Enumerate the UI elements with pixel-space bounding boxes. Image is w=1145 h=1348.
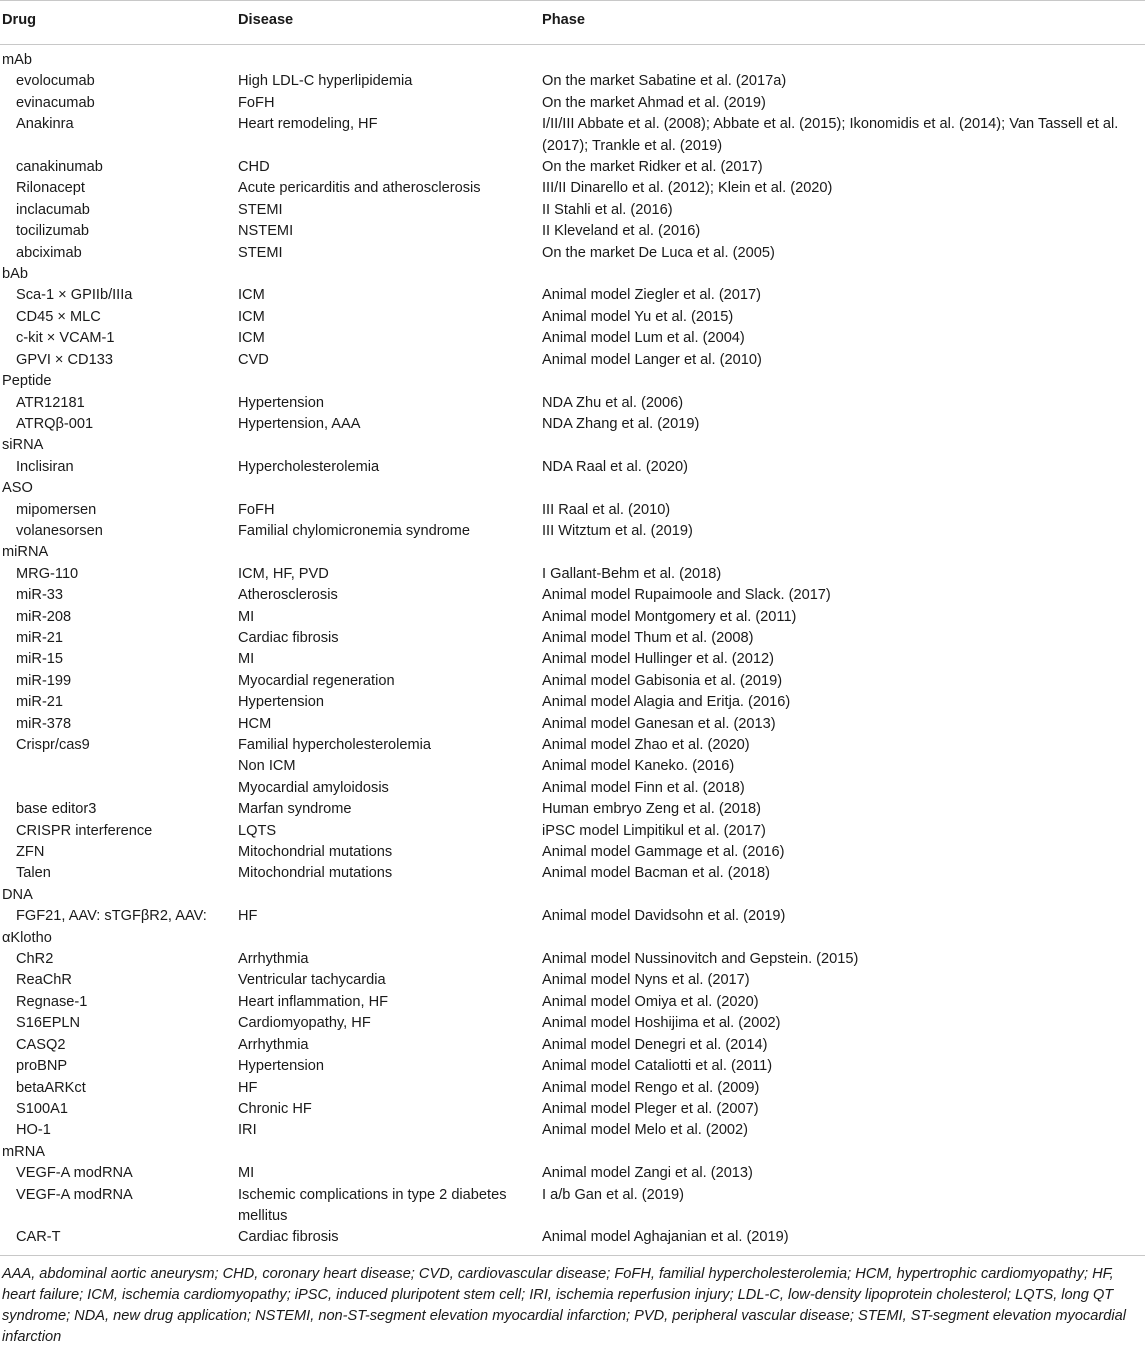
table-row: [0, 992, 1145, 1013]
table-row: [0, 756, 1145, 777]
disease-cell: Non ICM: [238, 758, 296, 775]
table-row: [0, 949, 1145, 970]
header-disease: Disease: [238, 1, 542, 45]
drug-cell: FGF21, AAV: sTGFβR2, AAV:: [16, 908, 207, 925]
drug-cell: volanesorsen: [16, 522, 103, 539]
phase-cell: On the market Ridker et al. (2017): [542, 159, 763, 176]
table-row: [0, 1035, 1145, 1056]
table-row: [0, 714, 1145, 735]
disease-cell: Acute pericarditis and atherosclerosis: [238, 180, 481, 197]
table-row: [0, 585, 1145, 606]
disease-cell: ICM: [238, 308, 265, 325]
table-row: [0, 393, 1145, 414]
table-row: [0, 863, 1145, 884]
phase-cell: Animal model Gammage et al. (2016): [542, 844, 785, 861]
disease-cell: ICM: [238, 330, 265, 347]
table-row: [0, 842, 1145, 863]
phase-cell: iPSC model Limpitikul et al. (2017): [542, 822, 766, 839]
disease-cell: Mitochondrial mutations: [238, 865, 393, 882]
phase-cell: I a/b Gan et al. (2019): [542, 1186, 684, 1203]
phase-cell: NDA Zhu et al. (2006): [542, 394, 684, 411]
phase-cell: Animal model Alagia and Eritja. (2016): [542, 694, 791, 711]
phase-cell: NDA Raal et al. (2020): [542, 458, 689, 475]
disease-cell: Atherosclerosis: [238, 587, 338, 604]
disease-cell: Familial chylomicronemia syndrome: [238, 522, 470, 539]
disease-cell: High LDL-C hyperlipidemia: [238, 73, 413, 90]
drug-cell: ReaChR: [16, 972, 72, 989]
table-row: [0, 178, 1145, 199]
drug-cell: GPVI × CD133: [16, 351, 113, 368]
disease-cell: HF: [238, 1079, 258, 1096]
drug-cell: S16EPLN: [16, 1015, 81, 1032]
group-row: [0, 928, 1145, 949]
phase-cell: Animal model Rupaimoole and Slack. (2017): [542, 587, 831, 604]
phase-cell: Animal model Gabisonia et al. (2019): [542, 672, 783, 689]
group-label: bAb: [2, 266, 28, 283]
drug-cell: miR-21: [16, 694, 64, 711]
drug-cell: VEGF-A modRNA: [16, 1165, 133, 1182]
phase-cell: Animal model Langer et al. (2010): [542, 351, 762, 368]
disease-cell: Hypertension: [238, 694, 324, 711]
disease-cell: Hypertension: [238, 1058, 324, 1075]
table-row: [0, 799, 1145, 820]
drug-cell: Anakinra: [16, 116, 74, 133]
drug-cell: ATRQβ-001: [16, 415, 94, 432]
phase-cell: Animal model Zhao et al. (2020): [542, 737, 750, 753]
disease-cell: LQTS: [238, 822, 277, 839]
drug-cell: canakinumab: [16, 159, 103, 176]
disease-cell: Myocardial amyloidosis: [238, 779, 389, 796]
table-row: [0, 414, 1145, 435]
phase-cell: Animal model Lum et al. (2004): [542, 330, 745, 347]
disease-cell: Hypercholesterolemia: [238, 458, 380, 475]
drug-cell: Regnase-1: [16, 993, 88, 1010]
disease-cell: FoFH: [238, 94, 275, 111]
table-row: [0, 200, 1145, 221]
phase-cell: Animal model Finn et al. (2018): [542, 779, 745, 796]
drug-cell: ZFN: [16, 844, 45, 861]
header-drug: Drug: [0, 1, 238, 45]
disease-cell: IRI: [238, 1122, 257, 1139]
drug-cell: evolocumab: [16, 73, 95, 90]
table-row: [0, 307, 1145, 328]
phase-cell: III/II Dinarello et al. (2012); Klein et al. (2020): [542, 180, 833, 197]
table-row: [0, 821, 1145, 842]
drug-cell: [0, 778, 238, 799]
group-row: [0, 264, 1145, 285]
disease-cell: Chronic HF: [238, 1100, 312, 1117]
drug-cell: CRISPR interference: [16, 822, 153, 839]
drug-cell: [0, 756, 238, 777]
phase-cell: Animal model Yu et al. (2015): [542, 308, 734, 325]
drug-cell: mipomersen: [16, 501, 97, 518]
table-row: [0, 500, 1145, 521]
table-row: [0, 1227, 1145, 1255]
table-row: [0, 71, 1145, 92]
phase-cell: Animal model Davidsohn et al. (2019): [542, 908, 786, 925]
phase-cell: Animal model Nyns et al. (2017): [542, 972, 750, 989]
phase-cell: Animal model Thum et al. (2008): [542, 629, 754, 646]
group-label: αKlotho: [2, 929, 52, 946]
phase-cell: Animal model Ziegler et al. (2017): [542, 287, 762, 304]
phase-cell: Animal model Aghajanian et al. (2019): [542, 1227, 1145, 1255]
drug-cell: tocilizumab: [16, 223, 89, 240]
group-label: ASO: [2, 480, 33, 497]
disease-cell: NSTEMI: [238, 223, 294, 240]
disease-cell: Familial hypercholesterolemia: [238, 737, 432, 753]
drug-cell: betaARKct: [16, 1079, 86, 1096]
table-row: [0, 1078, 1145, 1099]
disease-cell: Mitochondrial mutations: [238, 844, 393, 861]
group-label: mRNA: [2, 1143, 45, 1160]
drug-cell: S100A1: [16, 1100, 68, 1117]
phase-cell: III Raal et al. (2010): [542, 501, 671, 518]
phase-cell: Animal model Hullinger et al. (2012): [542, 651, 774, 668]
table-body: [0, 45, 1145, 1256]
table-row: [0, 1056, 1145, 1077]
group-row: [0, 885, 1145, 906]
disease-cell: MI: [238, 1165, 255, 1182]
table-row: [0, 1185, 1145, 1228]
drug-cell: proBNP: [16, 1058, 68, 1075]
table-row: [0, 243, 1145, 264]
group-row: [0, 478, 1145, 499]
disease-cell: Heart remodeling, HF: [238, 116, 378, 133]
disease-cell: Ischemic complications in type 2 diabetes mellitus: [238, 1186, 507, 1224]
group-row: [0, 45, 1145, 72]
disease-cell: ICM: [238, 287, 265, 304]
drug-cell: abciximab: [16, 244, 82, 261]
phase-cell: Animal model Pleger et al. (2007): [542, 1100, 759, 1117]
drug-cell: Sca-1 × GPIIb/IIIa: [16, 287, 133, 304]
table-row: [0, 457, 1145, 478]
phase-cell: Animal model Hoshijima et al. (2002): [542, 1015, 781, 1032]
disease-cell: CVD: [238, 351, 269, 368]
table-row: [0, 607, 1145, 628]
phase-cell: I Gallant-Behm et al. (2018): [542, 565, 722, 582]
group-row: [0, 435, 1145, 456]
header-phase: Phase: [542, 1, 1145, 45]
table-row: [0, 649, 1145, 670]
phase-cell: Animal model Denegri et al. (2014): [542, 1036, 768, 1053]
group-label: miRNA: [2, 544, 49, 561]
table-row: [0, 1120, 1145, 1141]
group-row: [0, 1142, 1145, 1163]
group-label: mAb: [2, 52, 33, 68]
disease-cell: Arrhythmia: [238, 951, 309, 968]
phase-cell: On the market De Luca et al. (2005): [542, 244, 775, 261]
table-row: [0, 970, 1145, 991]
phase-cell: Animal model Bacman et al. (2018): [542, 865, 770, 882]
table-row: [0, 521, 1145, 542]
phase-cell: NDA Zhang et al. (2019): [542, 415, 700, 432]
table-row: [0, 1013, 1145, 1034]
drug-cell: inclacumab: [16, 201, 90, 218]
disease-cell: FoFH: [238, 501, 275, 518]
drug-cell: CAR-T: [0, 1227, 238, 1255]
phase-cell: Animal model Zangi et al. (2013): [542, 1165, 753, 1182]
drug-cell: miR-208: [16, 608, 72, 625]
table-row: [0, 564, 1145, 585]
table-row: [0, 221, 1145, 242]
table-row: [0, 93, 1145, 114]
phase-cell: Animal model Cataliotti et al. (2011): [542, 1058, 773, 1075]
phase-cell: Human embryo Zeng et al. (2018): [542, 801, 762, 818]
phase-cell: On the market Sabatine et al. (2017a): [542, 73, 787, 90]
phase-cell: Animal model Melo et al. (2002): [542, 1122, 749, 1139]
disease-cell: Arrhythmia: [238, 1036, 309, 1053]
table-row: [0, 692, 1145, 713]
table-row: [0, 328, 1145, 349]
disease-cell: Ventricular tachycardia: [238, 972, 386, 989]
disease-cell: MI: [238, 651, 255, 668]
table-row: [0, 628, 1145, 649]
table-row: [0, 906, 1145, 927]
disease-cell: Hypertension, AAA: [238, 415, 361, 432]
drug-cell: miR-21: [16, 629, 64, 646]
phase-cell: Animal model Ganesan et al. (2013): [542, 715, 776, 732]
drug-cell: Talen: [16, 865, 51, 882]
disease-cell: Cardiomyopathy, HF: [238, 1015, 371, 1032]
header-row: [0, 1, 1145, 45]
phase-cell: II Kleveland et al. (2016): [542, 223, 701, 240]
phase-cell: II Stahli et al. (2016): [542, 201, 673, 218]
drug-cell: MRG-110: [16, 565, 79, 582]
table-row: [0, 285, 1145, 306]
phase-cell: Animal model Kaneko. (2016): [542, 758, 735, 775]
disease-cell: STEMI: [238, 244, 283, 261]
disease-cell: HCM: [238, 715, 272, 732]
drug-cell: miR-378: [16, 715, 72, 732]
table-row: [0, 735, 1145, 756]
disease-cell: ICM, HF, PVD: [238, 565, 329, 582]
disease-cell: Marfan syndrome: [238, 801, 352, 818]
drug-cell: CASQ2: [16, 1036, 66, 1053]
drug-cell: VEGF-A modRNA: [16, 1186, 133, 1203]
table-row: [0, 114, 1145, 157]
group-label: Peptide: [2, 373, 52, 390]
disease-cell: Heart inflammation, HF: [238, 993, 389, 1010]
disease-cell: MI: [238, 608, 255, 625]
group-row: [0, 371, 1145, 392]
group-label: siRNA: [2, 437, 44, 454]
phase-cell: III Witztum et al. (2019): [542, 522, 693, 539]
drug-cell: Crispr/cas9: [16, 737, 90, 753]
disease-cell: STEMI: [238, 201, 283, 218]
table-row: [0, 778, 1145, 799]
disease-cell: Cardiac fibrosis: [238, 1227, 542, 1255]
drug-cell: HO-1: [16, 1122, 51, 1139]
phase-cell: Animal model Omiya et al. (2020): [542, 993, 759, 1010]
drug-cell: Rilonacept: [16, 180, 85, 197]
drug-cell: CD45 × MLC: [16, 308, 101, 325]
table-row: [0, 157, 1145, 178]
phase-cell: I/II/III Abbate et al. (2008); Abbate et al. (2015); Ikonomidis et al. (2014); Van Tassell et al. (2017); Trankle et al. (2019): [542, 116, 1119, 154]
phase-cell: Animal model Montgomery et al. (2011): [542, 608, 797, 625]
group-row: [0, 542, 1145, 563]
disease-cell: HF: [238, 908, 258, 925]
table-row: [0, 1099, 1145, 1120]
disease-cell: Myocardial regeneration: [238, 672, 395, 689]
group-label: DNA: [2, 886, 33, 903]
disease-cell: Hypertension: [238, 394, 324, 411]
drug-cell: ChR2: [16, 951, 54, 968]
table-row: [0, 671, 1145, 692]
table-row: [0, 350, 1145, 371]
table-footnote: AAA, abdominal aortic aneurysm; CHD, coronary heart disease; CVD, cardiovascular disease; FoFH, familial hypercholesterolemia; HCM, hypertrophic cardiomyopathy; HF, heart failure; ICM, ischemia cardiomyopathy; iPSC, induced pluripotent stem cell; IRI, ischemia reperfusion injury; LDL-C, low-density lipoprotein cholesterol; LQTS, long QT syndrome; NDA, new drug application; NSTEMI, non-ST-segment elevation myocardial infarction; PVD, peripheral vascular disease; STEMI, ST-segment elevation myocardial infarction: [2, 1265, 1126, 1345]
drug-cell: base editor3: [16, 801, 97, 818]
phase-cell: Animal model Nussinovitch and Gepstein. (2015): [542, 951, 859, 968]
drug-cell: miR-15: [16, 651, 64, 668]
drug-cell: c-kit × VCAM-1: [16, 330, 115, 347]
drug-cell: ATR12181: [16, 394, 85, 411]
disease-cell: CHD: [238, 159, 270, 176]
drug-cell: Inclisiran: [16, 458, 74, 475]
disease-cell: Cardiac fibrosis: [238, 629, 339, 646]
drug-cell: evinacumab: [16, 94, 95, 111]
drug-cell: miR-199: [16, 672, 72, 689]
phase-cell: On the market Ahmad et al. (2019): [542, 94, 766, 111]
table-header: [0, 1, 1145, 45]
drug-cell: miR-33: [16, 587, 64, 604]
table-row: [0, 1163, 1145, 1184]
phase-cell: Animal model Rengo et al. (2009): [542, 1079, 760, 1096]
